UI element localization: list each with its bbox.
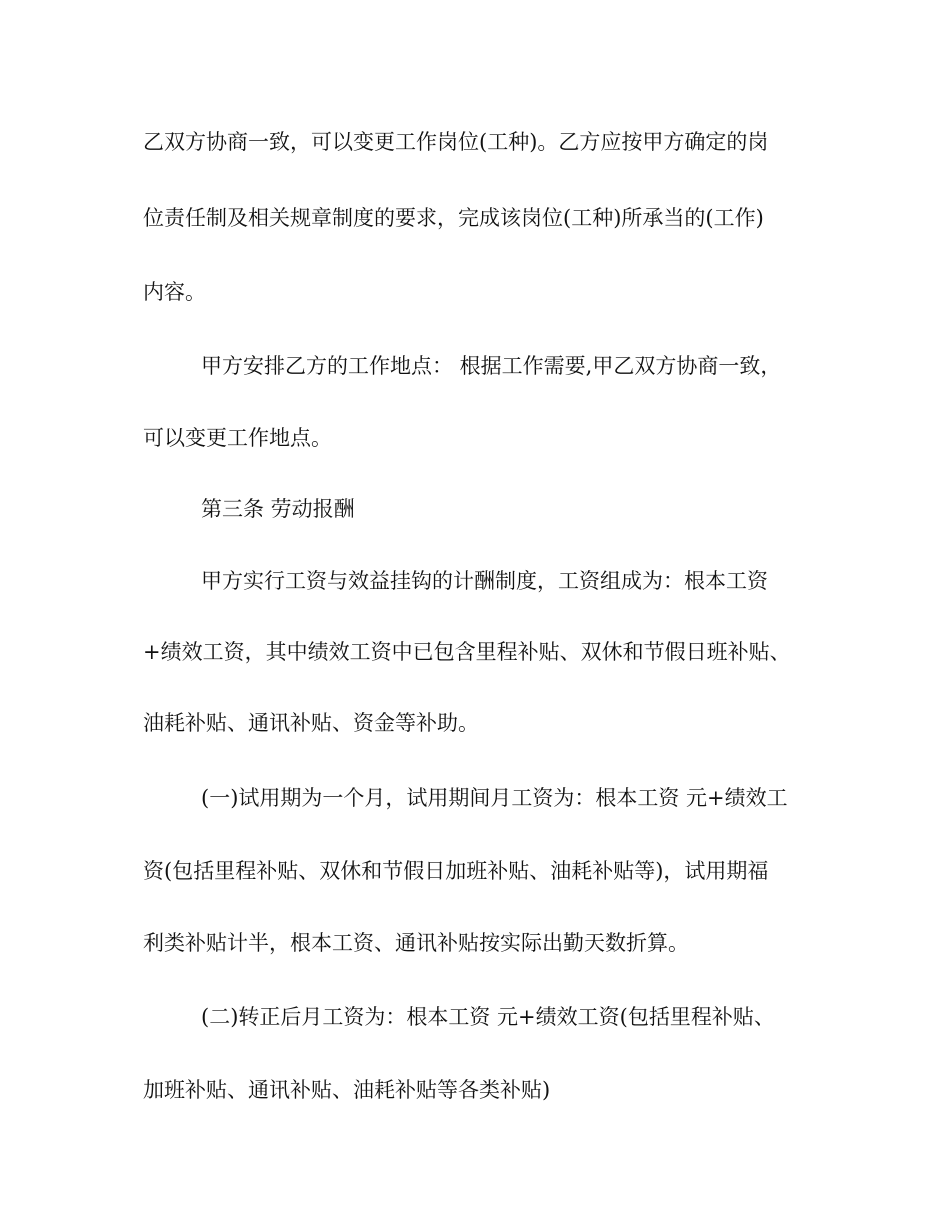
text-line: 资(包括里程补贴、双休和节假日加班补贴、油耗补贴等)，试用期福 [143, 859, 769, 883]
section-heading: 第三条 劳动报酬 [201, 497, 355, 521]
text-line: 油耗补贴、通讯补贴、资金等补助。 [143, 711, 479, 735]
text-line: 可以变更工作地点。 [143, 426, 332, 450]
text-line: 乙双方协商一致，可以变更工作岗位(工种)。乙方应按甲方确定的岗 [143, 130, 769, 154]
text-line: 甲方安排乙方的工作地点： 根据工作需要,甲乙双方协商一致， [201, 354, 782, 378]
text-line: 位责任制及相关规章制度的要求，完成该岗位(工种)所承当的(工作) [143, 206, 764, 230]
text-line: +绩效工资，其中绩效工资中已包含里程补贴、双休和节假日班补贴、 [143, 640, 791, 664]
text-line: 内容。 [143, 280, 206, 304]
text-line: 加班补贴、通讯补贴、油耗补贴等各类补贴) [143, 1078, 551, 1102]
text-line: (一)试用期为一个月，试用期间月工资为：根本工资 元+绩效工 [201, 786, 788, 810]
text-line: 甲方实行工资与效益挂钩的计酬制度，工资组成为：根本工资 [201, 569, 768, 593]
text-line: (二)转正后月工资为：根本工资 元+绩效工资(包括里程补贴、 [201, 1005, 775, 1029]
text-line: 利类补贴计半，根本工资、通讯补贴按实际出勤天数折算。 [143, 931, 689, 955]
